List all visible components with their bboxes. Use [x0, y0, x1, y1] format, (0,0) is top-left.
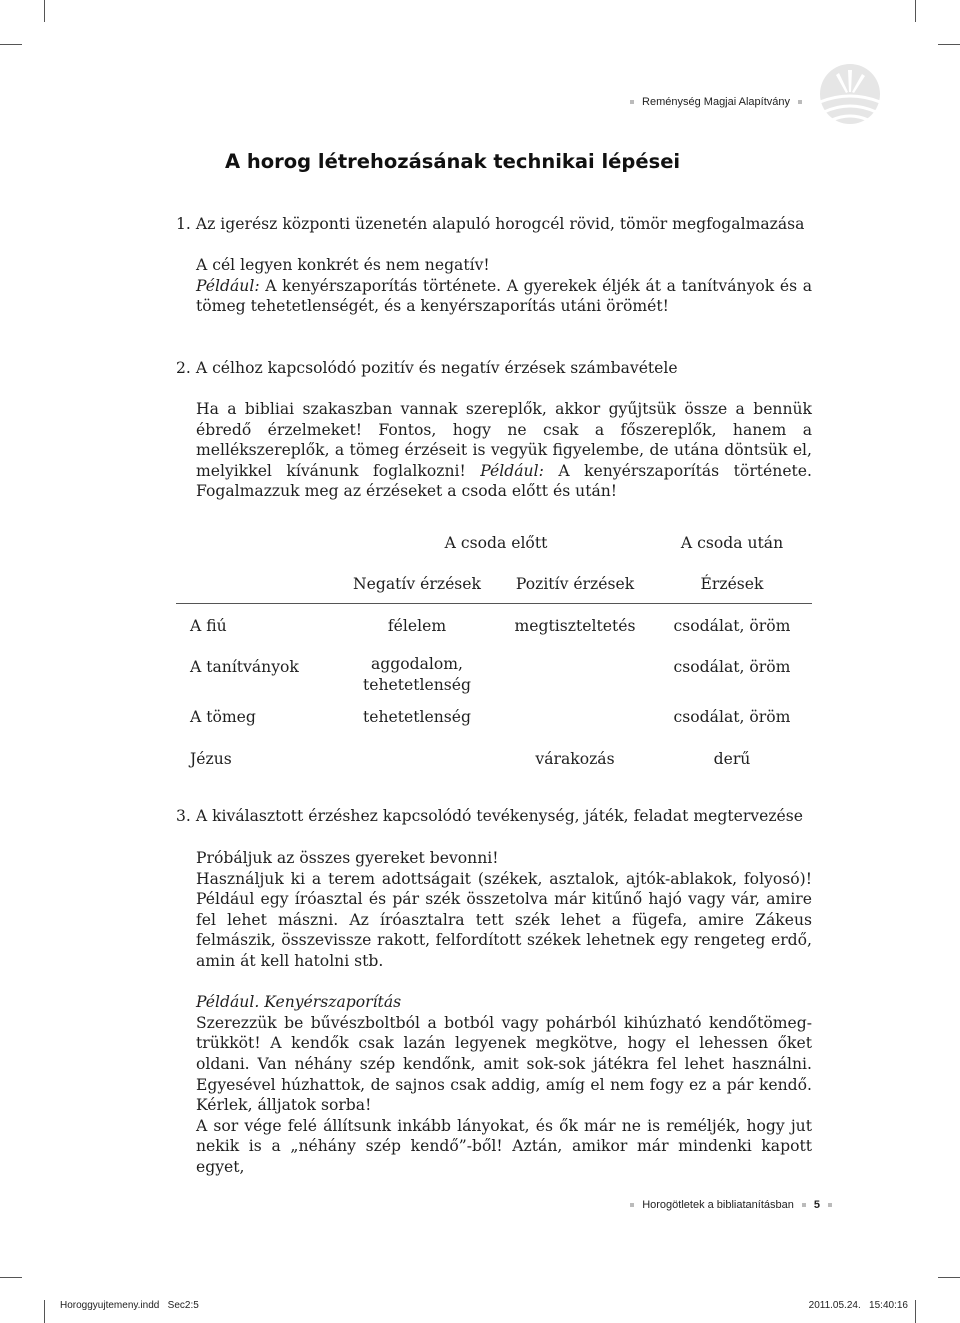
bullet-dot — [828, 1203, 832, 1207]
page-number: 5 — [813, 1199, 820, 1211]
running-footer — [622, 1199, 840, 1211]
section-2-heading — [176, 358, 678, 379]
table-cell-who: A tanítványok — [190, 658, 299, 676]
table-cell-after: derű — [713, 750, 751, 768]
table-rule — [176, 603, 812, 604]
table-cell-after: csodálat, öröm — [673, 617, 791, 635]
table-cell-after: csodálat, öröm — [673, 658, 791, 676]
paragraph: Próbáljuk az összes gyereket bevonni! — [196, 849, 499, 867]
section-number: 3. — [176, 807, 191, 825]
table-cell-negative: tehetetlenség — [363, 676, 471, 694]
table-cell-who: A tömeg — [190, 708, 256, 726]
crop-mark — [44, 0, 45, 22]
running-header — [622, 96, 810, 108]
crop-mark — [915, 0, 916, 22]
column-header-positive: Pozitív érzések — [515, 575, 635, 593]
table-cell-positive: megtiszteltetés — [514, 617, 636, 635]
table-cell-who: A fiú — [190, 617, 227, 635]
crop-mark — [915, 1300, 916, 1323]
paragraph — [196, 276, 812, 317]
section-number: 2. — [176, 359, 191, 377]
section-2-text — [196, 399, 812, 502]
bullet-dot — [630, 1203, 634, 1207]
section-3-text — [196, 848, 812, 1178]
paragraph-part: A kenyérszaporítás története. Fogalmazzuk meg az érzéseket a csoda előtt és után! — [196, 461, 812, 501]
table-cell-negative: tehetetlenség — [363, 708, 471, 726]
slug-file: Horoggyujtemeny.indd Sec2:5 — [60, 1300, 199, 1311]
section-number: 1. — [176, 215, 191, 233]
example-text: A kenyérszaporítás története. A gyerekek éljék át a tanítványok és a tömeg tehetetlenségét, és a kenyérszaporítás utáni örömét! — [196, 276, 812, 316]
page-title: A horog létrehozásának technikai lépései — [225, 150, 681, 173]
section-heading-text: A célhoz kapcsolódó pozitív és negatív érzések számbavétele — [195, 359, 678, 377]
table-cell-who: Jézus — [190, 750, 232, 768]
bullet-dot — [630, 100, 634, 104]
crop-mark — [938, 44, 960, 45]
slug-datetime: 2011.05.24. 15:40:16 — [808, 1300, 908, 1311]
paragraph-line: A cél legyen konkrét és nem negatív! — [196, 256, 490, 274]
section-1-heading — [176, 214, 804, 235]
table-cell-negative: aggodalom, — [370, 655, 464, 673]
crop-mark — [44, 1300, 45, 1323]
book-title: Horogötletek a bibliatanításban — [642, 1199, 794, 1211]
table-cell-after: csodálat, öröm — [673, 708, 791, 726]
section-1-text — [196, 255, 812, 317]
crop-mark — [0, 1277, 22, 1278]
paragraph: Használjuk ki a terem adottságait (székek, asztalok, ajtók-ablakok, folyosó)! Például egy íróasztal és pár szék összetolva már kitűnő hajó vagy vár, amire fel lehet mászni. Az íróasztalra tett szék lehet a fügefa, amire Zákeus felmászik, összevissze rakott, felfordított székek lehetnek egy rengeteg erdő, amin át kell hatolni stb. — [196, 869, 812, 970]
example-heading: Például. Kenyérszaporítás — [196, 993, 402, 1012]
organization-name: Reménység Magjai Alapítvány — [642, 96, 790, 108]
paragraph: A sor vége felé állítsunk inkább lányokat, és ők már ne is reméljék, hogy jut nekik is a „néhány szép kendő”-ből! Aztán, amikor már mindenki kapott egyet, — [196, 1116, 812, 1176]
crop-mark — [938, 1277, 960, 1278]
bullet-dot — [798, 100, 802, 104]
section-3-heading — [176, 806, 803, 827]
table-cell-positive: várakozás — [535, 750, 615, 768]
column-header-feelings: Érzések — [700, 575, 764, 593]
table-cell-negative: félelem — [387, 617, 447, 635]
logo-sun-icon — [818, 62, 882, 126]
section-heading-text: A kiválasztott érzéshez kapcsolódó tevékenység, játék, feladat megtervezése — [195, 807, 804, 825]
crop-mark — [0, 44, 22, 45]
column-header-negative: Negatív érzések — [353, 575, 481, 593]
bullet-dot — [802, 1203, 806, 1207]
paragraph-part: Ha a bibliai szakaszban vannak szereplők, akkor gyűjtsük össze a bennük ébredő érzelmeket! Fontos, hogy ne csak a főszereplők, hanem a mellékszereplők, a tömeg érzéseit is vegyük figyelembe, de utána döntsük el, melyikkel kívánunk foglalkozni! — [196, 400, 812, 480]
group-header-before: A csoda előtt — [444, 534, 548, 552]
example-label: Például: — [480, 461, 544, 480]
example-label: Például: — [196, 276, 260, 295]
group-header-after: A csoda után — [680, 534, 784, 552]
paragraph: Szerezzük be bűvészboltból a botból vagy pohárból kihúzható kendőtömeg-trükköt! A kendők csak lazán legyenek megkötve, hogy el lehessen őket oldani. Van néhány szép kendőnk, amit sok-sok játékra fel lehet használni. Egyesével húzhattok, de sajnos csak addig, amíg el nem fogy ez a pár kendő. Kérlek, álljatok sorba! — [196, 1013, 812, 1115]
section-heading-text: Az igerész központi üzenetén alapuló horogcél rövid, tömör megfogalmazása — [195, 215, 805, 233]
